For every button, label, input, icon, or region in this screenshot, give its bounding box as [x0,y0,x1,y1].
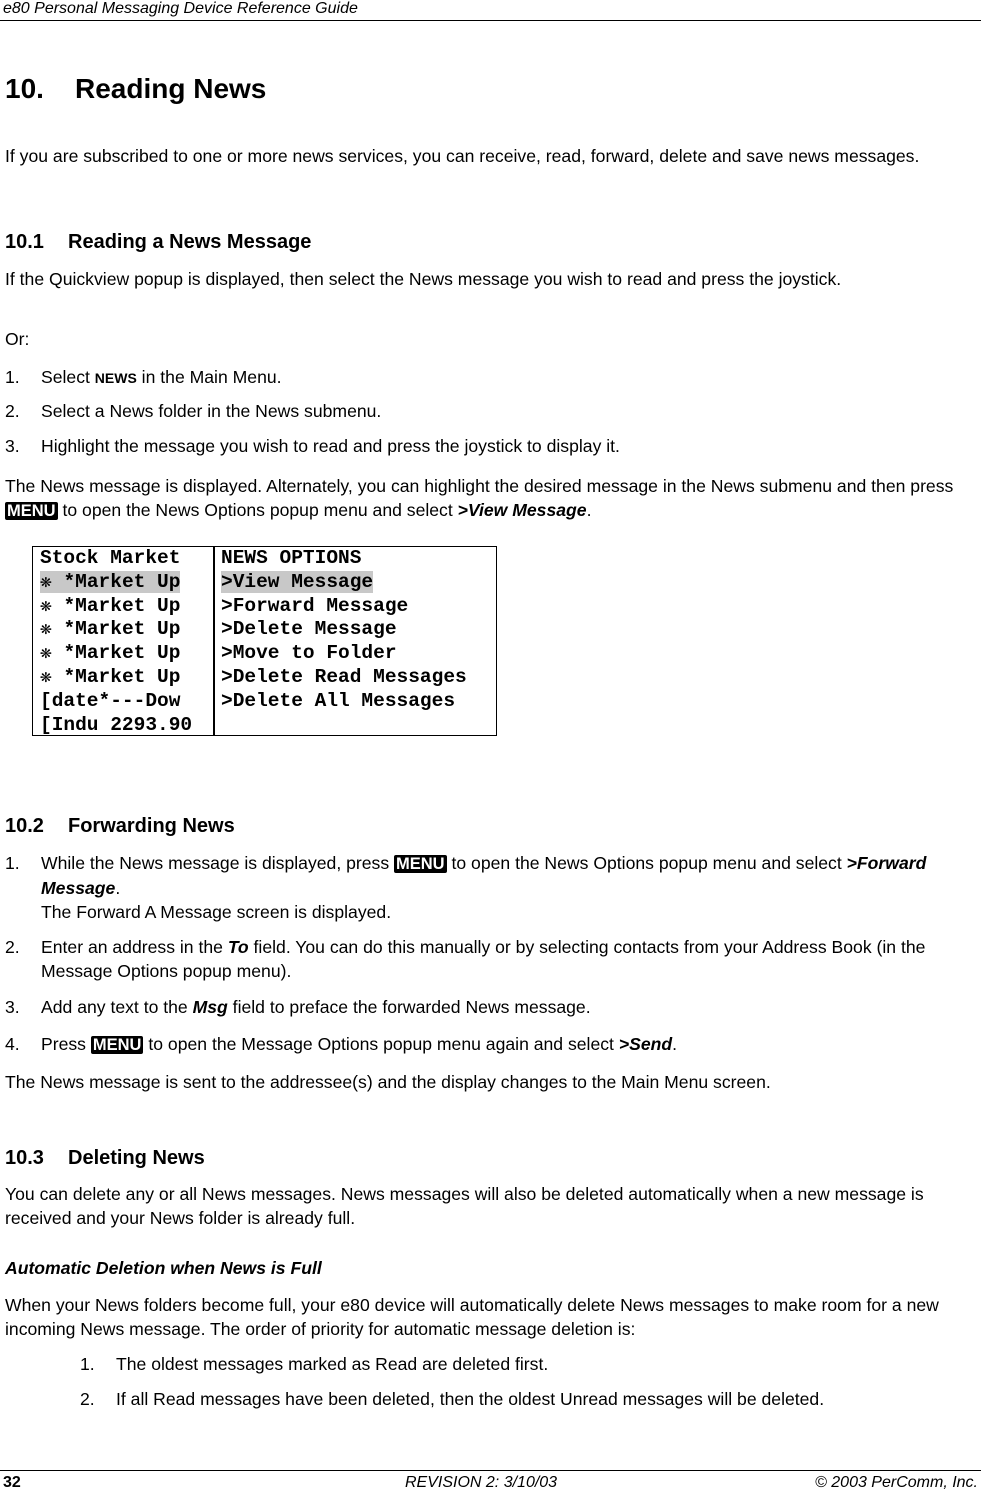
paragraph: When your News folders become full, your e80 device will automatically delete News messages to make room for a new incoming News message. The order of priority for automatic message deletion is: [5,1295,939,1339]
menu-key: MENU [92,1036,142,1054]
field-name: Msg [192,997,228,1017]
step-text: Press [41,1034,91,1054]
list-number: 3. [5,436,20,456]
step-text: Enter an address in the [41,937,228,957]
copyright: © 2003 PerComm, Inc. [815,1474,978,1491]
section-number: 10.2 [5,815,44,837]
list-item [5,995,980,1019]
step-text: . [115,878,121,898]
step-text: field. You can do this manually or by selecting contacts from your Address Book (in the Message Options popup menu). [41,937,926,981]
menu-item-delete-all: >Delete All Messages [221,689,456,712]
running-header: e80 Personal Messaging Device Reference Guide [3,0,358,17]
menu-option: >View Message [457,500,587,520]
para-text: . [586,500,592,520]
list-item [5,399,980,423]
step-text: field to preface the forwarded News message. [227,997,591,1017]
list-item [5,935,980,983]
para-text: The News message is displayed. Alternately, you can highlight the desired message in the News submenu and then press [5,476,954,496]
step-text: Select [41,367,95,387]
menu-option: >Send [618,1034,673,1054]
menu-item-view [221,571,467,595]
list-number: 2. [5,401,20,421]
list-item [5,434,980,458]
step-text: . [672,1034,678,1054]
step-text: Add any text to the [41,997,193,1017]
paragraph: If the Quickview popup is displayed, then select the News message you wish to read and press the joystick. [5,269,842,289]
section-title-text: Forwarding News [68,815,235,837]
list-number: 2. [80,1389,95,1409]
list-item [80,1387,980,1411]
section-number: 10.3 [5,1147,44,1169]
list-item [5,851,980,924]
step-text: to open the News Options popup menu and select [446,853,847,873]
revision: REVISION 2: 3/10/03 [405,1474,558,1491]
list-number: 1. [80,1354,95,1374]
chapter-number: 10. [5,73,44,104]
section-title-deleting [5,1146,205,1170]
device-screen [32,546,497,736]
step-text: to open the Message Options popup menu again and select [143,1034,619,1054]
highlighted-option: >View Message [221,570,374,593]
screen-divider [213,547,215,735]
news-list-item: [date*---Dow [40,689,181,712]
step-text: The oldest messages marked as Read are deleted first. [116,1354,549,1374]
paragraph: You can delete any or all News messages. News messages will also be deleted automatically when a new message is received and your News folder is already full. [5,1184,924,1228]
step-text: While the News message is displayed, press [41,853,395,873]
list-number: 4. [5,1034,20,1054]
intro-paragraph: If you are subscribed to one or more news services, you can receive, read, forward, delete and save news messages. [5,146,920,166]
paragraph: The News message is sent to the addressee(s) and the display changes to the Main Menu screen. [5,1072,771,1092]
list-number: 3. [5,997,20,1017]
step-text: Select a News folder in the News submenu. [41,401,382,421]
step-note: The Forward A Message screen is displayed. [41,902,392,922]
news-options-menu [221,547,467,714]
section-title-text: Reading a News Message [68,231,312,253]
news-list-item: ❋ *Market Up [40,665,181,688]
section-title-forwarding [5,814,235,838]
list-number: 1. [5,853,20,873]
list-item [80,1352,980,1376]
menu-title: NEWS OPTIONS [221,547,362,569]
highlighted-item: ❋ *Market Up [40,570,181,593]
news-list-item: ❋ *Market Up [40,618,181,641]
menu-option: >Forward Message [41,853,927,898]
menu-key: MENU [396,855,445,873]
news-key: NEWS [94,370,137,386]
section-title-reading [5,230,311,254]
news-list-item: ❋ *Market Up [40,642,181,665]
list-number: 2. [5,937,20,957]
page-number: 32 [3,1474,21,1491]
section-number: 10.1 [5,231,44,253]
news-list-header: Stock Market [40,547,181,569]
menu-item-move: >Move to Folder [221,642,397,665]
news-list-item: ❋ *Market Up [40,594,181,617]
para-text: to open the News Options popup menu and select [57,500,458,520]
step-text: If all Read messages have been deleted, then the oldest Unread messages will be deleted. [116,1389,825,1409]
subheading: Automatic Deletion when News is Full [5,1258,322,1278]
menu-key: MENU [7,502,56,520]
paragraph [5,474,980,523]
news-list-item [40,571,192,595]
menu-item-forward: >Forward Message [221,594,409,617]
field-name: To [227,937,249,957]
news-list-column [40,547,192,737]
menu-item-delete: >Delete Message [221,618,397,641]
list-number: 1. [5,367,20,387]
list-item [5,365,980,390]
footer-rule [0,1470,981,1471]
chapter-title [5,72,266,106]
list-item [5,1032,980,1057]
step-text: in the Main Menu. [136,367,282,387]
section-title-text: Deleting News [68,1147,205,1169]
or-text: Or: [5,329,30,349]
news-list-item: [Indu 2293.90 [40,713,193,736]
step-text: Highlight the message you wish to read and press the joystick to display it. [41,436,620,456]
menu-item-delete-read: >Delete Read Messages [221,665,467,688]
chapter-title-text: Reading News [75,73,267,104]
header-rule [0,20,981,21]
